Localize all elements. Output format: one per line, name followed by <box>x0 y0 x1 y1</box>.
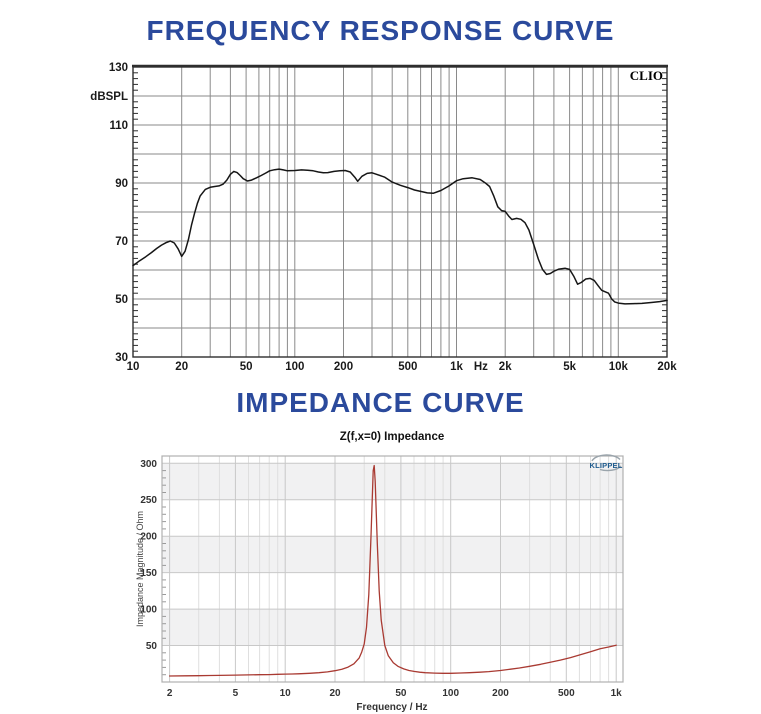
frequency-response-title: FREQUENCY RESPONSE CURVE <box>146 15 615 46</box>
imp-y-tick-label: 150 <box>140 568 157 580</box>
fr-x-tick-label: 50 <box>239 361 253 373</box>
fr-x-unit-label: Hz <box>473 361 488 373</box>
imp-y-tick-label: 200 <box>140 531 157 543</box>
imp-x-tick-label: 200 <box>492 688 509 699</box>
klippel-brand-label: KLIPPEL <box>589 461 623 470</box>
imp-y-tick-label: 50 <box>145 641 157 652</box>
imp-x-tick-label: 50 <box>395 688 407 699</box>
imp-ylabel: Impedance Magnitude / Ohm <box>135 510 145 628</box>
impedance-chart-title: Z(f,x=0) Impedance <box>339 431 445 443</box>
imp-y-tick-label: 100 <box>140 604 157 616</box>
fr-y-tick-label: 90 <box>115 178 128 190</box>
imp-x-tick-label: 5 <box>232 688 239 699</box>
frequency-response-chart <box>0 55 761 385</box>
fr-x-tick-label: 2k <box>498 361 512 373</box>
fr-x-tick-label: 1k <box>450 361 463 373</box>
fr-x-tick-label: 10 <box>126 361 140 373</box>
imp-x-tick-label: 20 <box>329 688 341 699</box>
imp-y-tick-label: 300 <box>140 458 157 470</box>
fr-x-tick-label: 20 <box>175 361 189 373</box>
clio-brand-label: CLIO <box>629 68 663 83</box>
fr-y-tick-label: 70 <box>115 236 128 248</box>
fr-y-tick-label: 50 <box>115 294 128 306</box>
imp-y-tick-label: 250 <box>140 495 157 507</box>
fr-ylabel: dBSPL <box>90 91 128 103</box>
fr-x-tick-label: 100 <box>285 361 305 373</box>
imp-x-tick-label: 10 <box>279 688 291 699</box>
fr-x-tick-label: 10k <box>608 361 628 373</box>
imp-x-tick-label: 500 <box>557 688 575 699</box>
impedance-chart <box>0 425 761 714</box>
impedance-title: IMPEDANCE CURVE <box>236 387 525 418</box>
imp-xlabel: Frequency / Hz <box>356 702 428 713</box>
fr-y-tick-label: 110 <box>109 120 128 132</box>
fr-x-tick-label: 500 <box>398 361 418 373</box>
fr-x-tick-label: 5k <box>563 361 576 373</box>
imp-x-tick-label: 2 <box>166 688 173 699</box>
fr-x-tick-label: 200 <box>333 361 354 373</box>
fr-y-tick-label: 130 <box>108 62 128 74</box>
imp-x-tick-label: 100 <box>442 688 460 699</box>
fr-x-tick-label: 20k <box>657 361 677 373</box>
fr-y-tick-label: 30 <box>115 352 128 364</box>
imp-x-tick-label: 1k <box>610 688 622 699</box>
